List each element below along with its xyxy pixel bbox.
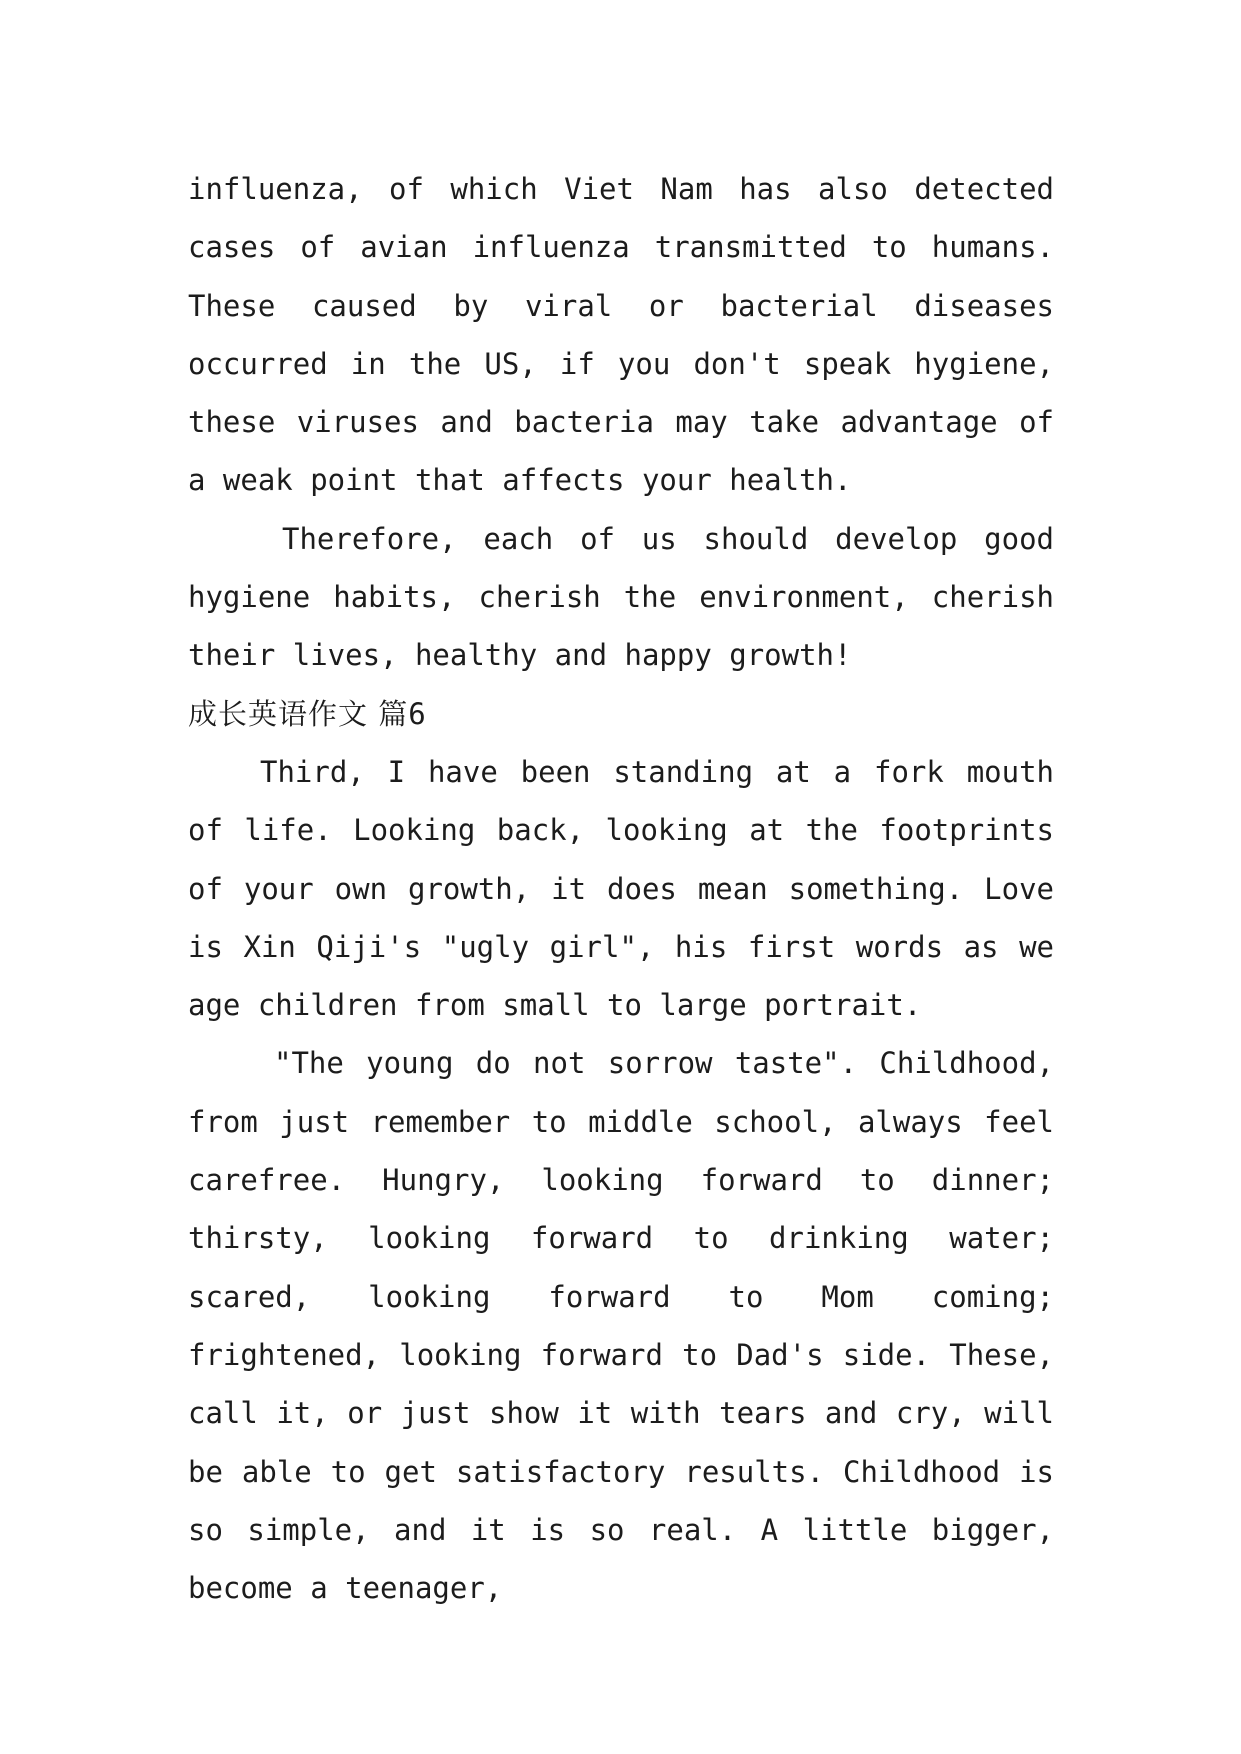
section-number: 6 bbox=[408, 696, 427, 731]
paragraph-childhood: "The young do not sorrow taste". Childhood, from just remember to middle school, always feel carefree. Hungry, looking forward to dinner; thirsty, looking forward to drinking water; scared, looking forward to Mom coming; frightened, looking forward to Dad's side. These, call it, or just show it with tears and cry, will be able to get satisfactory results. Childhood is so simple, and it is so real. A little bigger, become a teenager, bbox=[188, 1046, 1054, 1606]
section-label: 篇 bbox=[378, 696, 409, 731]
paragraph-fork-of-life: Third, I have been standing at a fork mouth of life. Looking back, looking at the footprints of your own growth, it does mean something. Love is Xin Qiji's "ugly girl", his first words as we age children from small to large portrait. bbox=[188, 754, 1054, 1023]
paragraph-influenza: influenza, of which Viet Nam has also detected cases of avian influenza transmitted to humans. These caused by viral or bacterial diseases occurred in the US, if you don't speak hygiene, these viruses and bacteria may take advantage of a weak point that affects your health. bbox=[188, 172, 1054, 498]
paragraph-hygiene-habits: Therefore, each of us should develop good hygiene habits, cherish the environment, cherish their lives, healthy and happy growth! bbox=[188, 521, 1054, 673]
section-heading bbox=[188, 685, 1054, 743]
section-title: 成长英语作文 bbox=[188, 696, 369, 731]
document-body bbox=[188, 160, 1054, 1617]
